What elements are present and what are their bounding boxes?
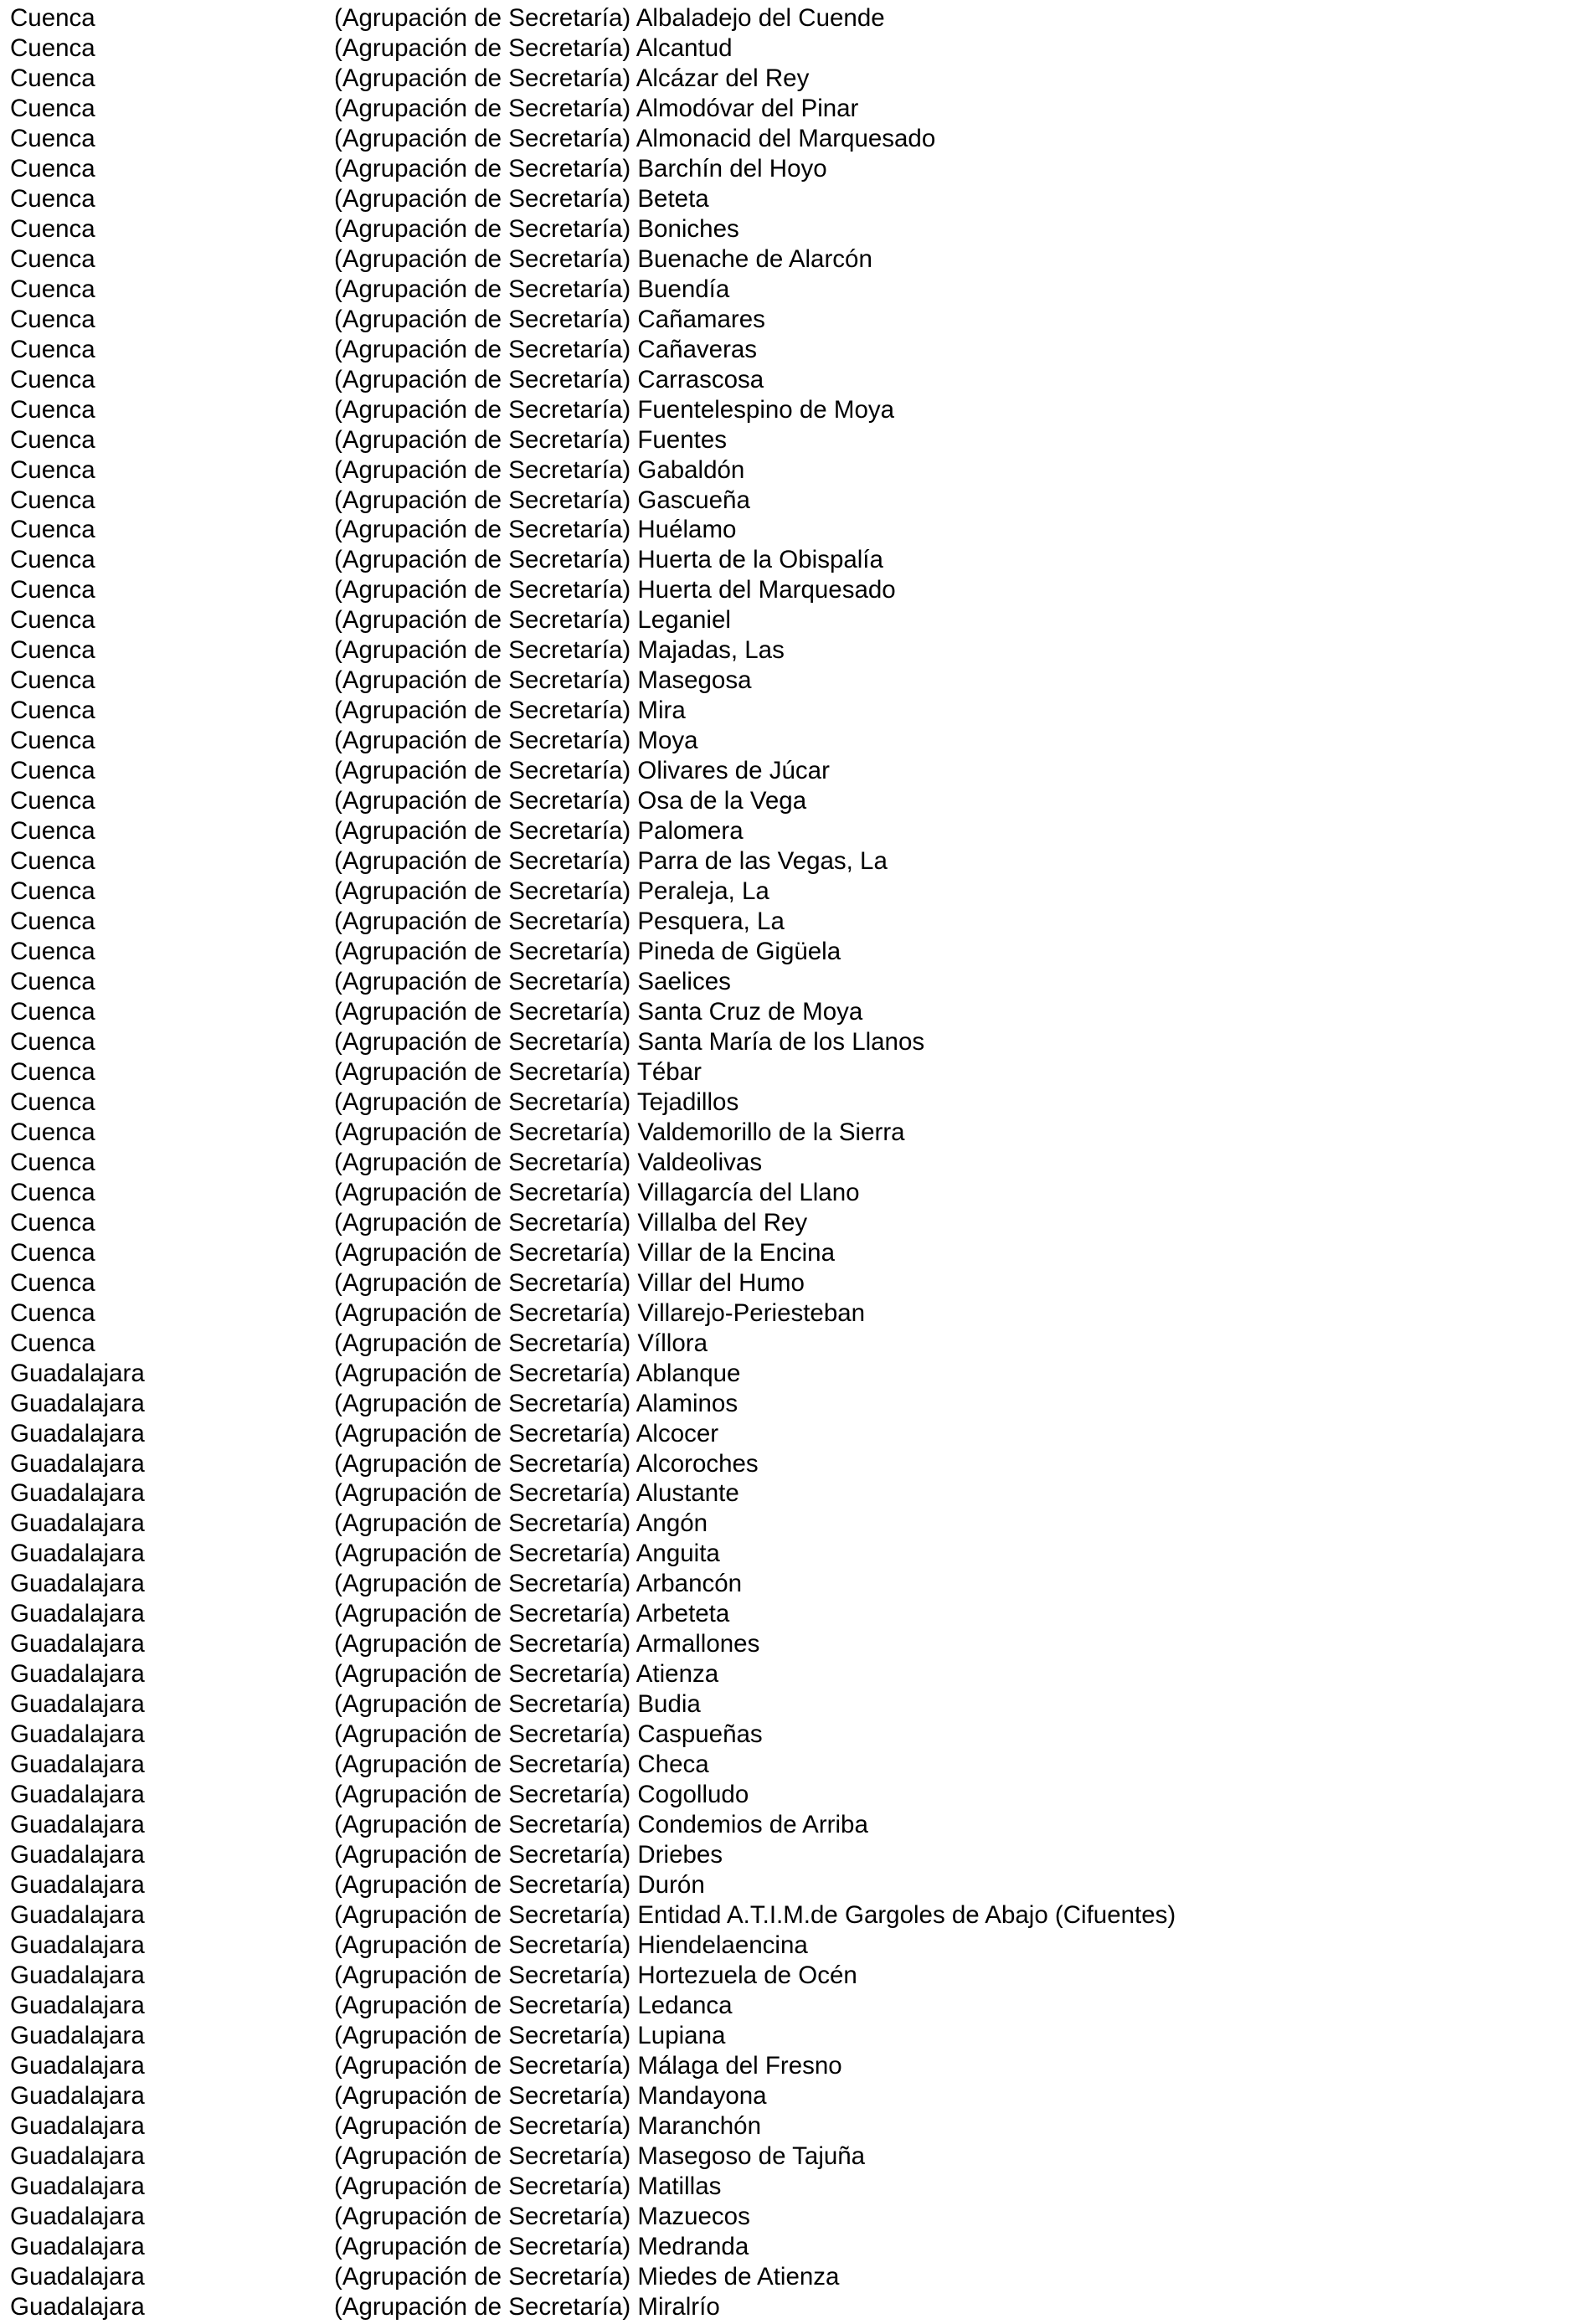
entity-cell: (Agrupación de Secretaría) Pineda de Gigüela bbox=[334, 938, 841, 966]
province-cell: Cuenca bbox=[10, 154, 95, 183]
entity-cell: (Agrupación de Secretaría) Mazuecos bbox=[334, 2202, 750, 2230]
table-row bbox=[0, 1298, 1585, 1329]
table-row bbox=[0, 907, 1585, 937]
province-cell: Cuenca bbox=[10, 1208, 95, 1237]
entity-cell: (Agrupación de Secretaría) Málaga del Fresno bbox=[334, 2051, 842, 2080]
table-row bbox=[0, 335, 1585, 365]
entity-cell: (Agrupación de Secretaría) Condemios de Arriba bbox=[334, 1811, 868, 1839]
province-cell: Cuenca bbox=[10, 697, 95, 725]
table-row bbox=[0, 1329, 1585, 1359]
table-row bbox=[0, 605, 1585, 635]
province-cell: Cuenca bbox=[10, 817, 95, 846]
province-cell: Guadalajara bbox=[10, 1901, 145, 1930]
document-page bbox=[0, 3, 1585, 2322]
entity-cell: (Agrupación de Secretaría) Tébar bbox=[334, 1057, 702, 1086]
table-row bbox=[0, 1208, 1585, 1238]
province-cell: Cuenca bbox=[10, 606, 95, 635]
province-cell: Cuenca bbox=[10, 1178, 95, 1206]
province-cell: Cuenca bbox=[10, 94, 95, 122]
entity-cell: (Agrupación de Secretaría) Cañaveras bbox=[334, 335, 758, 363]
province-cell: Cuenca bbox=[10, 365, 95, 393]
province-cell: Cuenca bbox=[10, 938, 95, 966]
entity-cell: (Agrupación de Secretaría) Durón bbox=[334, 1871, 705, 1900]
province-cell: Cuenca bbox=[10, 64, 95, 92]
table-row bbox=[0, 2111, 1585, 2141]
table-row bbox=[0, 124, 1585, 154]
entity-cell: (Agrupación de Secretaría) Palomera bbox=[334, 817, 744, 846]
entity-cell: (Agrupación de Secretaría) Maranchón bbox=[334, 2111, 761, 2140]
province-cell: Cuenca bbox=[10, 1027, 95, 1056]
entity-cell: (Agrupación de Secretaría) Driebes bbox=[334, 1841, 723, 1869]
table-row bbox=[0, 1599, 1585, 1629]
province-cell: Cuenca bbox=[10, 968, 95, 995]
table-row bbox=[0, 515, 1585, 545]
table-row bbox=[0, 94, 1585, 124]
table-row bbox=[0, 1359, 1585, 1389]
entity-cell: (Agrupación de Secretaría) Santa Cruz de Moya bbox=[334, 997, 863, 1026]
province-cell: Guadalajara bbox=[10, 1600, 145, 1628]
table-row bbox=[0, 1509, 1585, 1539]
entity-cell: (Agrupación de Secretaría) Masegosa bbox=[334, 666, 752, 695]
province-cell: Cuenca bbox=[10, 1118, 95, 1146]
table-row bbox=[0, 635, 1585, 666]
table-row bbox=[0, 2141, 1585, 2172]
province-cell: Guadalajara bbox=[10, 2292, 145, 2321]
province-cell: Cuenca bbox=[10, 546, 95, 574]
province-cell: Cuenca bbox=[10, 425, 95, 454]
entity-cell: (Agrupación de Secretaría) Olivares de Júcar bbox=[334, 757, 830, 785]
entity-cell: (Agrupación de Secretaría) Villagarcía del Llano bbox=[334, 1178, 860, 1206]
table-row bbox=[0, 425, 1585, 455]
province-cell: Cuenca bbox=[10, 395, 95, 424]
table-row bbox=[0, 1689, 1585, 1720]
entity-cell: (Agrupación de Secretaría) Santa María de los Llanos bbox=[334, 1027, 925, 1056]
table-row bbox=[0, 1991, 1585, 2021]
table-row bbox=[0, 575, 1585, 605]
province-cell: Guadalajara bbox=[10, 2111, 145, 2140]
province-cell: Guadalajara bbox=[10, 1991, 145, 2019]
entity-cell: (Agrupación de Secretaría) Fuentes bbox=[334, 425, 727, 454]
table-row bbox=[0, 154, 1585, 184]
entity-cell: (Agrupación de Secretaría) Víllora bbox=[334, 1329, 708, 1357]
entity-cell: (Agrupación de Secretaría) Villarejo-Periesteban bbox=[334, 1298, 866, 1327]
province-cell: Cuenca bbox=[10, 214, 95, 243]
entity-cell: (Agrupación de Secretaría) Moya bbox=[334, 727, 698, 755]
entity-cell: (Agrupación de Secretaría) Hiendelaencina bbox=[334, 1931, 808, 1959]
table-row bbox=[0, 786, 1585, 816]
entity-cell: (Agrupación de Secretaría) Parra de las Vegas, La bbox=[334, 847, 888, 876]
entity-cell: (Agrupación de Secretaría) Matillas bbox=[334, 2172, 722, 2200]
province-cell: Cuenca bbox=[10, 727, 95, 755]
table-row bbox=[0, 726, 1585, 756]
table-row bbox=[0, 1389, 1585, 1419]
table-row bbox=[0, 1449, 1585, 1479]
table-row bbox=[0, 3, 1585, 33]
table-row bbox=[0, 275, 1585, 305]
entity-cell: (Agrupación de Secretaría) Caspueñas bbox=[334, 1720, 763, 1749]
table-row bbox=[0, 1238, 1585, 1268]
province-cell: Cuenca bbox=[10, 1329, 95, 1357]
table-row bbox=[0, 997, 1585, 1027]
entity-cell: (Agrupación de Secretaría) Buenache de Alarcón bbox=[334, 244, 872, 273]
table-row bbox=[0, 1961, 1585, 1991]
province-cell: Cuenca bbox=[10, 757, 95, 785]
province-cell: Guadalajara bbox=[10, 1931, 145, 1959]
province-cell: Guadalajara bbox=[10, 1479, 145, 1508]
table-row bbox=[0, 214, 1585, 244]
entity-cell: (Agrupación de Secretaría) Gabaldón bbox=[334, 455, 745, 484]
entity-cell: (Agrupación de Secretaría) Osa de la Vega bbox=[334, 787, 807, 815]
entity-cell: (Agrupación de Secretaría) Tejadillos bbox=[334, 1087, 739, 1116]
entity-cell: (Agrupación de Secretaría) Saelices bbox=[334, 968, 731, 995]
province-cell: Guadalajara bbox=[10, 2081, 145, 2110]
table-row bbox=[0, 2021, 1585, 2051]
province-cell: Guadalajara bbox=[10, 1751, 145, 1779]
table-row bbox=[0, 244, 1585, 275]
entity-cell: (Agrupación de Secretaría) Masegoso de Tajuña bbox=[334, 2141, 866, 2170]
entity-cell: (Agrupación de Secretaría) Alaminos bbox=[334, 1389, 738, 1417]
province-cell: Guadalajara bbox=[10, 1509, 145, 1538]
table-row bbox=[0, 1629, 1585, 1659]
table-row bbox=[0, 1478, 1585, 1509]
entity-cell: (Agrupación de Secretaría) Peraleja, La bbox=[334, 877, 769, 906]
province-cell: Guadalajara bbox=[10, 1570, 145, 1598]
province-cell: Cuenca bbox=[10, 576, 95, 604]
province-cell: Cuenca bbox=[10, 244, 95, 273]
table-row bbox=[0, 2172, 1585, 2202]
table-row bbox=[0, 1057, 1585, 1087]
entity-cell: (Agrupación de Secretaría) Alcoroches bbox=[334, 1449, 759, 1478]
province-cell: Guadalajara bbox=[10, 1690, 145, 1719]
province-cell: Cuenca bbox=[10, 455, 95, 484]
province-cell: Cuenca bbox=[10, 486, 95, 514]
table-row bbox=[0, 1900, 1585, 1931]
entity-cell: (Agrupación de Secretaría) Alcocer bbox=[334, 1419, 719, 1447]
province-cell: Guadalajara bbox=[10, 2172, 145, 2200]
province-cell: Cuenca bbox=[10, 4, 95, 32]
province-cell: Cuenca bbox=[10, 1087, 95, 1116]
table-row bbox=[0, 2202, 1585, 2232]
entity-cell: (Agrupación de Secretaría) Hortezuela de Océn bbox=[334, 1961, 857, 1989]
province-cell: Cuenca bbox=[10, 33, 95, 62]
province-cell: Guadalajara bbox=[10, 1811, 145, 1839]
province-cell: Guadalajara bbox=[10, 1540, 145, 1568]
table-row bbox=[0, 877, 1585, 907]
province-cell: Cuenca bbox=[10, 847, 95, 876]
entity-cell: (Agrupación de Secretaría) Buendía bbox=[334, 275, 730, 303]
province-cell: Cuenca bbox=[10, 877, 95, 906]
table-row bbox=[0, 937, 1585, 967]
province-cell: Guadalajara bbox=[10, 1841, 145, 1869]
province-cell: Guadalajara bbox=[10, 1961, 145, 1989]
entity-cell: (Agrupación de Secretaría) Lupiana bbox=[334, 2021, 726, 2049]
table-row bbox=[0, 2262, 1585, 2292]
province-cell: Guadalajara bbox=[10, 1781, 145, 1809]
province-cell: Guadalajara bbox=[10, 2021, 145, 2049]
province-cell: Cuenca bbox=[10, 1268, 95, 1297]
table-row bbox=[0, 1870, 1585, 1900]
table-row bbox=[0, 2051, 1585, 2081]
province-cell: Cuenca bbox=[10, 184, 95, 213]
table-row bbox=[0, 756, 1585, 786]
table-row bbox=[0, 666, 1585, 696]
province-cell: Guadalajara bbox=[10, 2262, 145, 2291]
province-cell: Guadalajara bbox=[10, 1389, 145, 1417]
table-row bbox=[0, 1840, 1585, 1870]
table-row bbox=[0, 1659, 1585, 1689]
table-row bbox=[0, 1148, 1585, 1178]
province-cell: Guadalajara bbox=[10, 2202, 145, 2230]
table-row bbox=[0, 1027, 1585, 1057]
table-row bbox=[0, 365, 1585, 395]
province-cell: Guadalajara bbox=[10, 1419, 145, 1447]
entity-cell: (Agrupación de Secretaría) Villar de la Encina bbox=[334, 1238, 835, 1267]
entity-cell: (Agrupación de Secretaría) Budia bbox=[334, 1690, 701, 1719]
table-row bbox=[0, 545, 1585, 575]
table-row bbox=[0, 1178, 1585, 1208]
entity-cell: (Agrupación de Secretaría) Leganiel bbox=[334, 606, 731, 635]
entity-cell: (Agrupación de Secretaría) Miralrío bbox=[334, 2292, 720, 2321]
province-cell: Guadalajara bbox=[10, 1871, 145, 1900]
entity-cell: (Agrupación de Secretaría) Arbeteta bbox=[334, 1600, 730, 1628]
entity-cell: (Agrupación de Secretaría) Alcázar del Rey bbox=[334, 64, 810, 92]
province-cell: Guadalajara bbox=[10, 1720, 145, 1749]
table-row bbox=[0, 816, 1585, 846]
table-row bbox=[0, 967, 1585, 997]
entity-cell: (Agrupación de Secretaría) Boniches bbox=[334, 214, 739, 243]
entity-cell: (Agrupación de Secretaría) Villalba del Rey bbox=[334, 1208, 808, 1237]
entity-cell: (Agrupación de Secretaría) Ledanca bbox=[334, 1991, 733, 2019]
entity-cell: (Agrupación de Secretaría) Albaladejo del Cuende bbox=[334, 4, 885, 32]
table-row bbox=[0, 1810, 1585, 1840]
table-row bbox=[0, 1087, 1585, 1118]
province-cell: Cuenca bbox=[10, 275, 95, 303]
entity-cell: (Agrupación de Secretaría) Huélamo bbox=[334, 516, 737, 544]
province-cell: Cuenca bbox=[10, 1057, 95, 1086]
province-cell: Guadalajara bbox=[10, 1449, 145, 1478]
table-row bbox=[0, 2292, 1585, 2322]
entity-cell: (Agrupación de Secretaría) Checa bbox=[334, 1751, 709, 1779]
entity-cell: (Agrupación de Secretaría) Huerta de la Obispalía bbox=[334, 546, 883, 574]
province-cell: Cuenca bbox=[10, 1298, 95, 1327]
table-row bbox=[0, 33, 1585, 64]
province-cell: Cuenca bbox=[10, 335, 95, 363]
table-row bbox=[0, 1539, 1585, 1569]
table-row bbox=[0, 2081, 1585, 2111]
entity-cell: (Agrupación de Secretaría) Mandayona bbox=[334, 2081, 767, 2110]
entity-cell: (Agrupación de Secretaría) Atienza bbox=[334, 1660, 719, 1689]
table-row bbox=[0, 486, 1585, 516]
table-row bbox=[0, 1419, 1585, 1449]
table-row bbox=[0, 455, 1585, 486]
entity-cell: (Agrupación de Secretaría) Gascueña bbox=[334, 486, 750, 514]
table-row bbox=[0, 696, 1585, 726]
province-cell: Cuenca bbox=[10, 516, 95, 544]
entity-cell: (Agrupación de Secretaría) Armallones bbox=[334, 1630, 760, 1658]
table-row bbox=[0, 64, 1585, 94]
table-row bbox=[0, 1720, 1585, 1750]
entity-cell: (Agrupación de Secretaría) Cañamares bbox=[334, 305, 765, 333]
entity-cell: (Agrupación de Secretaría) Almonacid del Marquesado bbox=[334, 124, 936, 152]
entity-cell: (Agrupación de Secretaría) Villar del Humo bbox=[334, 1268, 805, 1297]
entity-cell: (Agrupación de Secretaría) Valdeolivas bbox=[334, 1148, 763, 1176]
entity-cell: (Agrupación de Secretaría) Angón bbox=[334, 1509, 708, 1538]
entity-cell: (Agrupación de Secretaría) Anguita bbox=[334, 1540, 720, 1568]
province-cell: Cuenca bbox=[10, 124, 95, 152]
table-row bbox=[0, 1780, 1585, 1810]
entity-cell: (Agrupación de Secretaría) Miedes de Atienza bbox=[334, 2262, 840, 2291]
entity-cell: (Agrupación de Secretaría) Medranda bbox=[334, 2232, 749, 2260]
entity-cell: (Agrupación de Secretaría) Entidad A.T.I.M.de Gargoles de Abajo (Cifuentes) bbox=[334, 1901, 1176, 1930]
entity-cell: (Agrupación de Secretaría) Fuentelespino de Moya bbox=[334, 395, 895, 424]
province-cell: Cuenca bbox=[10, 666, 95, 695]
province-cell: Cuenca bbox=[10, 305, 95, 333]
entity-cell: (Agrupación de Secretaría) Beteta bbox=[334, 184, 709, 213]
province-cell: Guadalajara bbox=[10, 1630, 145, 1658]
province-cell: Cuenca bbox=[10, 997, 95, 1026]
table-row bbox=[0, 1118, 1585, 1148]
entity-cell: (Agrupación de Secretaría) Almodóvar del Pinar bbox=[334, 94, 859, 122]
province-cell: Cuenca bbox=[10, 636, 95, 665]
entity-cell: (Agrupación de Secretaría) Pesquera, La bbox=[334, 907, 785, 936]
province-cell: Guadalajara bbox=[10, 1660, 145, 1689]
table-row bbox=[0, 305, 1585, 335]
entity-cell: (Agrupación de Secretaría) Cogolludo bbox=[334, 1781, 749, 1809]
table-row bbox=[0, 1750, 1585, 1780]
table-row bbox=[0, 2232, 1585, 2262]
province-cell: Cuenca bbox=[10, 907, 95, 936]
table-row bbox=[0, 846, 1585, 877]
entity-cell: (Agrupación de Secretaría) Alcantud bbox=[334, 33, 733, 62]
entity-cell: (Agrupación de Secretaría) Arbancón bbox=[334, 1570, 743, 1598]
table-row bbox=[0, 1268, 1585, 1298]
table-row bbox=[0, 184, 1585, 214]
province-cell: Cuenca bbox=[10, 1238, 95, 1267]
entity-cell: (Agrupación de Secretaría) Ablanque bbox=[334, 1359, 741, 1387]
table-row bbox=[0, 1931, 1585, 1961]
entity-cell: (Agrupación de Secretaría) Alustante bbox=[334, 1479, 739, 1508]
province-cell: Guadalajara bbox=[10, 1359, 145, 1387]
entity-cell: (Agrupación de Secretaría) Barchín del Hoyo bbox=[334, 154, 827, 183]
table-row bbox=[0, 395, 1585, 425]
entity-cell: (Agrupación de Secretaría) Mira bbox=[334, 697, 686, 725]
entity-cell: (Agrupación de Secretaría) Huerta del Marquesado bbox=[334, 576, 896, 604]
province-cell: Guadalajara bbox=[10, 2051, 145, 2080]
entity-cell: (Agrupación de Secretaría) Majadas, Las bbox=[334, 636, 785, 665]
province-cell: Guadalajara bbox=[10, 2141, 145, 2170]
province-cell: Cuenca bbox=[10, 1148, 95, 1176]
province-cell: Cuenca bbox=[10, 787, 95, 815]
table-row bbox=[0, 1569, 1585, 1599]
entity-cell: (Agrupación de Secretaría) Valdemorillo de la Sierra bbox=[334, 1118, 905, 1146]
entity-cell: (Agrupación de Secretaría) Carrascosa bbox=[334, 365, 764, 393]
province-cell: Guadalajara bbox=[10, 2232, 145, 2260]
